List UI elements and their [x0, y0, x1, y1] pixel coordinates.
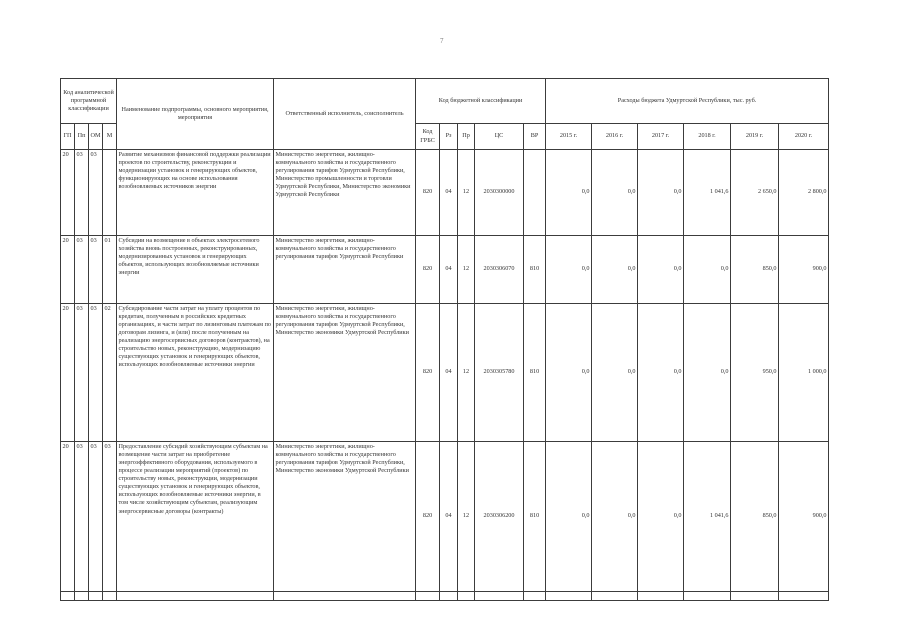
- sub-header-vr: ВР: [524, 124, 546, 150]
- page-number: 7: [440, 37, 444, 45]
- cell-value: 0,0: [638, 150, 684, 236]
- cell-name: Субсидии на возмещение в объектах электросетевого хозяйства вновь построенных, реконструированных, модернизированных установок и генерирующих объектов, использующих возобновляемые источники энергии: [117, 236, 274, 304]
- budget-classification-header: Код бюджетной классификации: [416, 79, 546, 124]
- cell-cs: 2030306070: [475, 236, 524, 304]
- cell-vr: [524, 150, 546, 236]
- cell-value: 850,0: [731, 236, 779, 304]
- responsible-column-header: Ответственный исполнитель, соисполнитель: [274, 79, 416, 150]
- cell-value: 0,0: [546, 150, 592, 236]
- cell-pr: 12: [458, 304, 475, 442]
- cell-rz: 04: [440, 236, 458, 304]
- cell-m: 01: [103, 236, 117, 304]
- year-header: 2017 г.: [638, 124, 684, 150]
- cell-responsible: Министерство энергетики, жилищно-коммунального хозяйства и государственного регулирования тарифов Удмуртской Республики, Министерство экономики Удмуртской Республики: [274, 304, 416, 442]
- cell-rz: 04: [440, 442, 458, 592]
- year-header: 2016 г.: [592, 124, 638, 150]
- sub-header-cs: ЦС: [475, 124, 524, 150]
- year-header: 2019 г.: [731, 124, 779, 150]
- name-column-header: Наименование подпрограммы, основного мероприятия, мероприятия: [117, 79, 274, 150]
- sub-header-rz: Рз: [440, 124, 458, 150]
- cell-value: 2 650,0: [731, 150, 779, 236]
- expenses-header: Расходы бюджета Удмуртской Республики, тыс. руб.: [546, 79, 829, 124]
- cell-value: 0,0: [684, 304, 731, 442]
- cell-gp: 20: [61, 150, 75, 236]
- cell-vr: 810: [524, 442, 546, 592]
- cell-value: 1 000,0: [779, 304, 829, 442]
- cell-pr: 12: [458, 236, 475, 304]
- year-header: 2018 г.: [684, 124, 731, 150]
- code-group-header: Код аналитической программной классификации: [61, 79, 117, 124]
- cell-rz: 04: [440, 304, 458, 442]
- cell-value: 950,0: [731, 304, 779, 442]
- cell-rz: 04: [440, 150, 458, 236]
- cell-gp: 20: [61, 304, 75, 442]
- cell-m: 03: [103, 442, 117, 592]
- year-header: 2020 г.: [779, 124, 829, 150]
- cell-cs: 2030305780: [475, 304, 524, 442]
- year-header: 2015 г.: [546, 124, 592, 150]
- cell-value: 850,0: [731, 442, 779, 592]
- cell-value: 900,0: [779, 442, 829, 592]
- sub-header-gp: ГП: [61, 124, 75, 150]
- cell-om: 03: [89, 236, 103, 304]
- table-continuation-row: [61, 592, 829, 601]
- cell-value: 0,0: [592, 150, 638, 236]
- sub-header-pr: Пр: [458, 124, 475, 150]
- sub-header-pp: Пп: [75, 124, 89, 150]
- cell-grbs: 820: [416, 150, 440, 236]
- cell-pp: 03: [75, 304, 89, 442]
- cell-pr: 12: [458, 150, 475, 236]
- cell-m: [103, 150, 117, 236]
- cell-om: 03: [89, 150, 103, 236]
- cell-gp: 20: [61, 236, 75, 304]
- cell-pp: 03: [75, 442, 89, 592]
- cell-value: 0,0: [638, 442, 684, 592]
- cell-value: 0,0: [638, 304, 684, 442]
- cell-value: 0,0: [592, 304, 638, 442]
- cell-responsible: Министерство энергетики, жилищно-коммунального хозяйства и государственного регулирования тарифов Удмуртской Республики, Министерство экономики Удмуртской Республики: [274, 442, 416, 592]
- cell-value: 0,0: [684, 236, 731, 304]
- sub-header-om: ОМ: [89, 124, 103, 150]
- table-row: [61, 304, 829, 442]
- cell-value: 900,0: [779, 236, 829, 304]
- cell-pr: 12: [458, 442, 475, 592]
- cell-value: 0,0: [592, 442, 638, 592]
- cell-om: 03: [89, 442, 103, 592]
- cell-value: 0,0: [546, 442, 592, 592]
- table-row: [61, 236, 829, 304]
- cell-vr: 810: [524, 236, 546, 304]
- cell-responsible: Министерство энергетики, жилищно-коммунального хозяйства и государственного регулирования тарифов Удмуртской Республики: [274, 236, 416, 304]
- sub-header-grbs: Код ГРБС: [416, 124, 440, 150]
- cell-om: 03: [89, 304, 103, 442]
- cell-value: 0,0: [592, 236, 638, 304]
- cell-vr: 810: [524, 304, 546, 442]
- cell-value: 0,0: [638, 236, 684, 304]
- cell-pp: 03: [75, 236, 89, 304]
- sub-header-m: М: [103, 124, 117, 150]
- cell-name: Субсидирование части затрат на уплату процентов по кредитам, полученным в российских кредитных организациях, и части затрат по лизинговым платежам по договорам лизинга, и (или) после полученным на реализацию энергосервисных договоров (контрактов), на строительство новых, реконструкцию, модернизацию существующих установок и генерирующих объектов, использующих возобновляемые источники энергии: [117, 304, 274, 442]
- cell-name: Развитие механизмов финансовой поддержки реализации проектов по строительству, реконструкции и модернизации установок и генерирующих объектов, функционирующих на основе использования возобновляемых источников энергии: [117, 150, 274, 236]
- cell-gp: 20: [61, 442, 75, 592]
- cell-value: 0,0: [546, 304, 592, 442]
- cell-cs: 2030300000: [475, 150, 524, 236]
- cell-value: 2 800,0: [779, 150, 829, 236]
- cell-grbs: 820: [416, 304, 440, 442]
- cell-pp: 03: [75, 150, 89, 236]
- table-header: [61, 79, 829, 150]
- cell-value: 0,0: [546, 236, 592, 304]
- budget-table: [60, 78, 829, 601]
- cell-responsible: Министерство энергетики, жилищно-коммунального хозяйства и государственного регулирования тарифов Удмуртской Республики, Министерство промышленности и торговли Удмуртской Республики, Министерство экономики Удмуртской Республики: [274, 150, 416, 236]
- cell-value: 1 041,6: [684, 150, 731, 236]
- cell-grbs: 820: [416, 236, 440, 304]
- cell-m: 02: [103, 304, 117, 442]
- cell-name: Предоставление субсидий хозяйствующим субъектам на возмещение части затрат на приобретение энергоэффективного оборудования, используемого в процессе реализации мероприятий (проектов) по строительству новых, реконструкции, модернизации существующих установок и генерирующих объектов, использующих возобновляемые источники энергии, в том числе хозяйствующим субъектам, реализующим энергосервисные договоры (контракты): [117, 442, 274, 592]
- table-row: [61, 442, 829, 592]
- table-row: [61, 150, 829, 236]
- cell-value: 1 041,6: [684, 442, 731, 592]
- cell-cs: 2030306200: [475, 442, 524, 592]
- cell-grbs: 820: [416, 442, 440, 592]
